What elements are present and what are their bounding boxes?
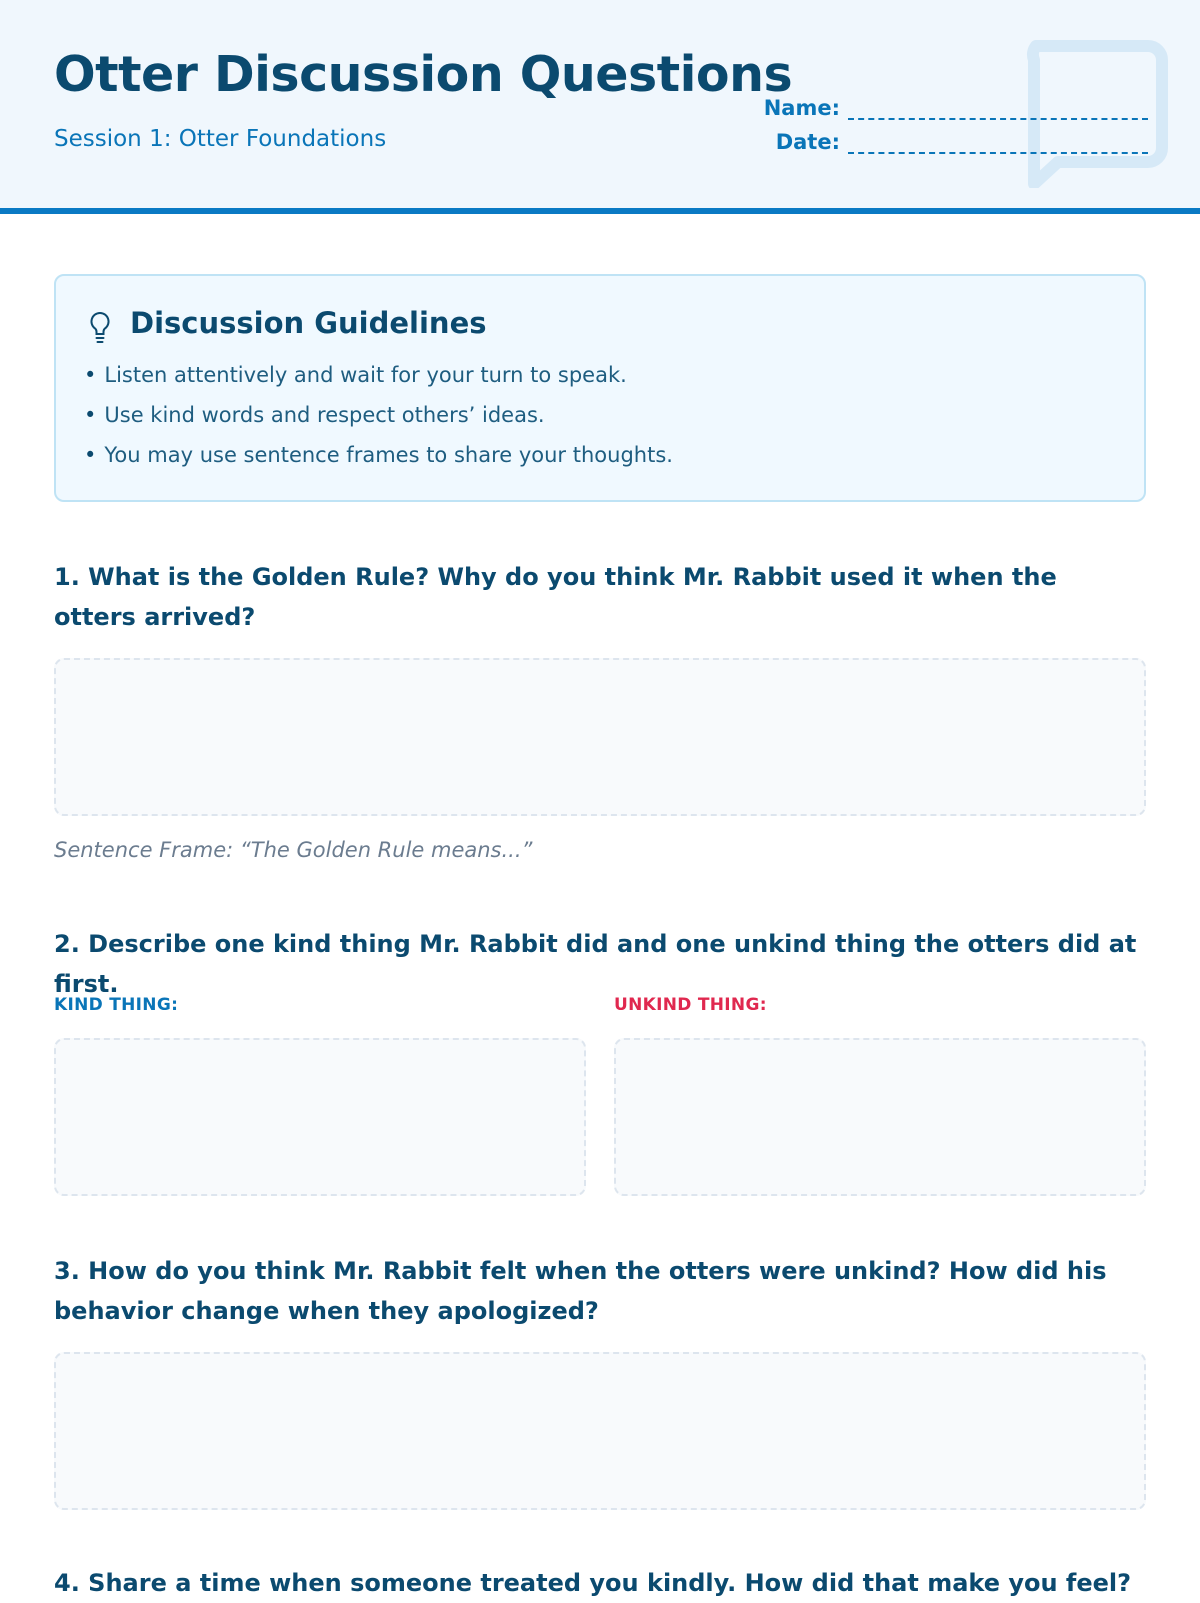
discussion-guidelines	[54, 274, 1146, 502]
question-1: 1. What is the Golden Rule? Why do you think Mr. Rabbit used it when the otters arrived?	[54, 563, 1057, 631]
answer-box-3[interactable]	[54, 1352, 1146, 1510]
question-4: 4. Share a time when someone treated you kindly. How did that make you feel?	[54, 1569, 1132, 1597]
list-item: • Listen attentively and wait for your turn to speak.	[84, 362, 673, 402]
question-2: 2. Describe one kind thing Mr. Rabbit did and one unkind thing the otters did at first.	[54, 930, 1137, 998]
guidelines-heading: Discussion Guidelines	[130, 306, 487, 340]
sentence-frame-1: Sentence Frame: “The Golden Rule means...”	[54, 838, 533, 862]
date-line[interactable]	[848, 132, 1148, 154]
guidelines-list	[84, 362, 673, 482]
page-title: Otter Discussion Questions	[54, 46, 793, 103]
answer-box-1[interactable]	[54, 658, 1146, 816]
kind-thing-answer-box[interactable]	[54, 1038, 586, 1196]
name-field[interactable]	[764, 96, 1148, 120]
name-label: Name:	[763, 96, 840, 120]
date-field[interactable]	[776, 130, 1148, 154]
question-3: 3. How do you think Mr. Rabbit felt when the otters were unkind? How did his behavior change when they apologized?	[54, 1257, 1107, 1325]
lightbulb-icon	[88, 310, 112, 346]
page-header	[0, 0, 1200, 214]
date-label: Date:	[775, 130, 840, 154]
kind-thing-label: KIND THING:	[54, 995, 179, 1015]
unkind-thing-label: UNKIND THING:	[614, 995, 767, 1015]
list-item: • You may use sentence frames to share your thoughts.	[84, 442, 673, 482]
name-line[interactable]	[848, 98, 1148, 120]
unkind-thing-answer-box[interactable]	[614, 1038, 1146, 1196]
list-item: • Use kind words and respect others’ ideas.	[84, 402, 673, 442]
session-subtitle: Session 1: Otter Foundations	[54, 126, 387, 152]
